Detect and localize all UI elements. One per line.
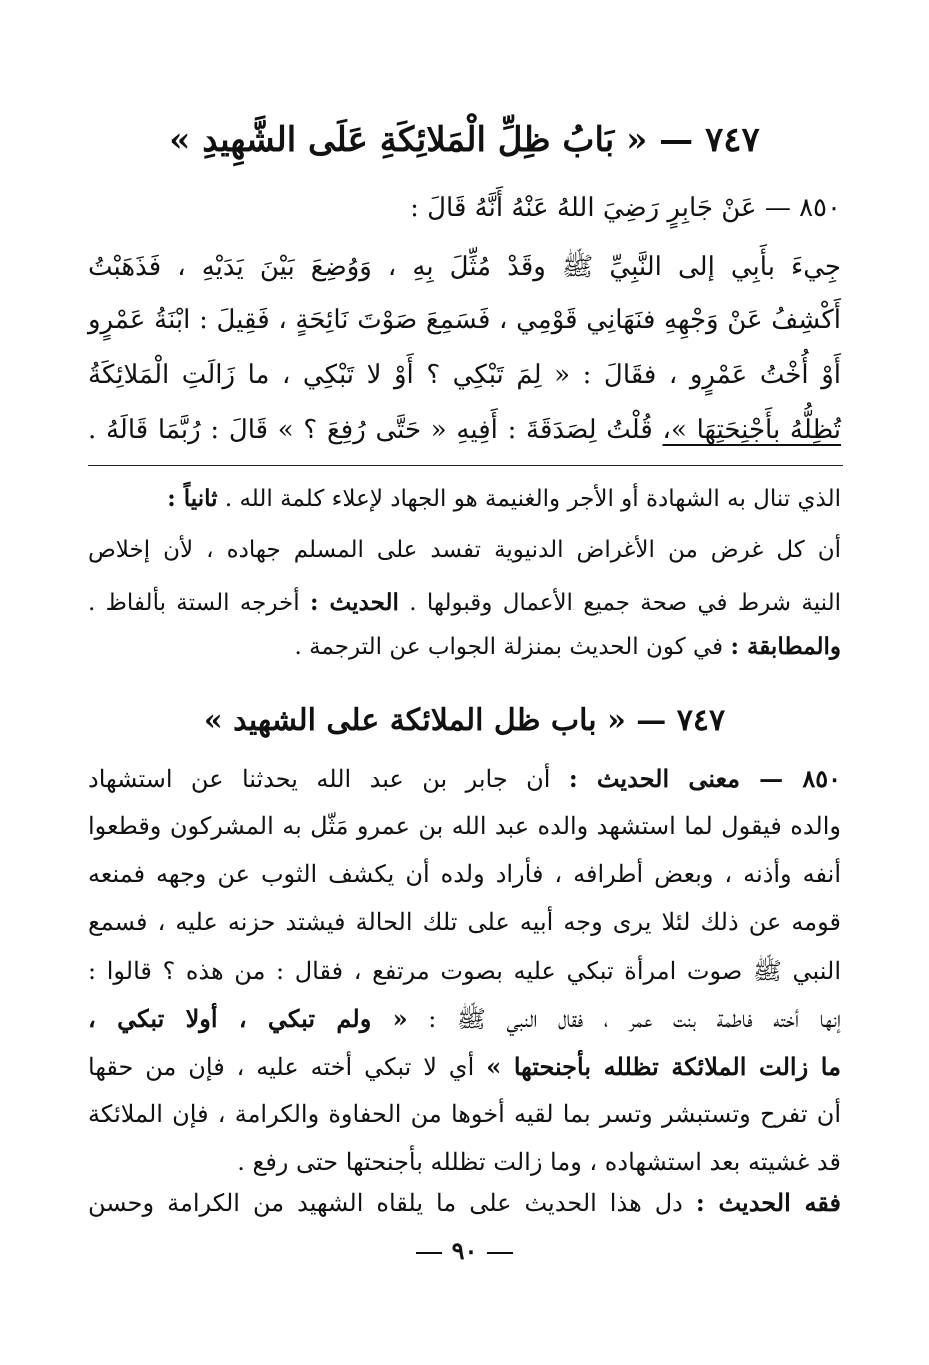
commentary-text: النية شرط في صحة جميع الأعمال وقبولها . <box>409 590 842 616</box>
hadith-narrator-note: قُلْتُ لِصَدَقَةَ : أَفِيهِ « حَتَّى رُفِعَ ؟ » قَالَ : رُبَّمَا قَالَهُ . <box>88 415 653 445</box>
page-number-dash <box>416 1252 442 1254</box>
explanation-text: دل هذا الحديث على ما يلقاه الشهيد من الكرامة وحسن <box>88 1189 683 1217</box>
explanation-line: النبي ﷺ صوت امرأة تبكي عليه بصوت مرتفع ، فقال : من هذه ؟ قالوا : <box>88 957 841 985</box>
explanation-bold-label: فقه الحديث : <box>695 1188 841 1217</box>
explanation-bold-label: ٨٥٠ — معنى الحديث : <box>568 764 841 793</box>
explanation-text: أن جابر بن عبد الله يحدثنا عن استشهاد <box>88 765 551 793</box>
explanation-line <box>88 1052 841 1081</box>
hadith-underlined-phrase: تُظِلُّهُ بأَجْنِحَتِهَا »، <box>662 415 842 445</box>
commentary-bold-label: ثانياً : <box>167 485 218 512</box>
page-number <box>0 1236 929 1265</box>
page-number-dash <box>487 1252 513 1254</box>
hadith-line: أَوْ أُخْتُ عَمْرٍو ، فقَالَ : « لِمَ تَبْكِي ؟ أَوْ لا تَبْكِي ، ما زَالَتِ الْمَلائِكَةُ <box>88 360 841 390</box>
commentary-line: أن كل غرض من الأغراض الدنيوية تفسد على المسلم جهاده ، لأن إخلاص <box>88 537 841 563</box>
hadith-line: جِيءَ بأَبِي إلى النَّبِيِّ ﷺ وقَدْ مُثِّلَ بِهِ ، وَوُضِعَ بَيْنَ يَدَيْهِ ، فَذَهَبْتُ <box>88 252 841 282</box>
section-heading-text: ٧٤٧ — « باب ظل الملائكة على الشهيد » <box>203 703 726 738</box>
hadith-line: أَكْشِفُ عَنْ وَجْهِهِ فنَهَانِي قَوْمِي ، فَسَمِعَ صَوْتَ نَائِحَةٍ ، فَقِيلَ : ابْنَةُ عَمْرٍو <box>88 305 841 335</box>
commentary-bold-label: والمطابقة : <box>730 633 841 660</box>
commentary-text: الذي تنال به الشهادة أو الأجر والغنيمة هو الجهاد لإعلاء كلمة الله . <box>224 486 841 512</box>
explanation-text: إنها أخته فاطمة بنت عمر ، فقال النبي ﷺ : <box>428 1005 841 1033</box>
commentary-line <box>295 633 841 660</box>
explanation-text: أي لا تبكي أخته عليه ، فإن من حقها <box>88 1053 475 1081</box>
commentary-line <box>167 485 841 512</box>
explanation-bold-quote: ما زالت الملائكة تظلله بأجنحتها » <box>486 1052 841 1081</box>
explanation-line: قد غشيته بعد استشهاده ، وما زالت تظلله بأجنحتها حتى رفع . <box>237 1148 841 1176</box>
chapter-heading-text: ٧٤٧ — « بَابُ ظِلِّ الْمَلائِكَةِ عَلَى الشَّهِيدِ » <box>169 120 760 160</box>
explanation-bold-quote: « ولم تبكي ، أولا تبكي ، <box>88 1004 408 1033</box>
commentary-line <box>88 589 841 616</box>
commentary-bold-label: الحديث : <box>310 589 399 616</box>
explanation-line <box>88 764 841 793</box>
explanation-line: والده فيقول لما استشهد والده عبد الله بن عمرو مَثّل به المشركون وقطعوا <box>88 812 841 840</box>
commentary-text: في كون الحديث بمنزلة الجواب عن الترجمة . <box>294 634 724 660</box>
explanation-line: قومه عن ذلك لئلا يرى وجه أبيه على تلك الحالة فيشتد حزنه عليه ، فسمع <box>88 908 841 936</box>
hadith-line-last <box>88 415 841 445</box>
page-number-value: ٩٠ <box>451 1236 478 1265</box>
explanation-line: أنفه وأذنه ، وبعض أطرافه ، فأراد ولده أن يكشف الثوب عن وجهه فمنعه <box>88 860 842 888</box>
explanation-line: أن تفرح وتستبشر وتسر بما لقيه أخوها من الحفاوة والكرامة ، فإن الملائكة <box>88 1100 841 1128</box>
commentary-text: أخرجه الستة بألفاظ . <box>88 590 300 616</box>
hadith-line: ٨٥٠ — عَنْ جَابِرٍ رَضِيَ اللهُ عَنْهُ أَنَّهُ قَالَ : <box>410 193 841 223</box>
footnote-divider <box>88 465 843 466</box>
explanation-line <box>88 1188 841 1217</box>
explanation-line <box>88 1004 841 1039</box>
